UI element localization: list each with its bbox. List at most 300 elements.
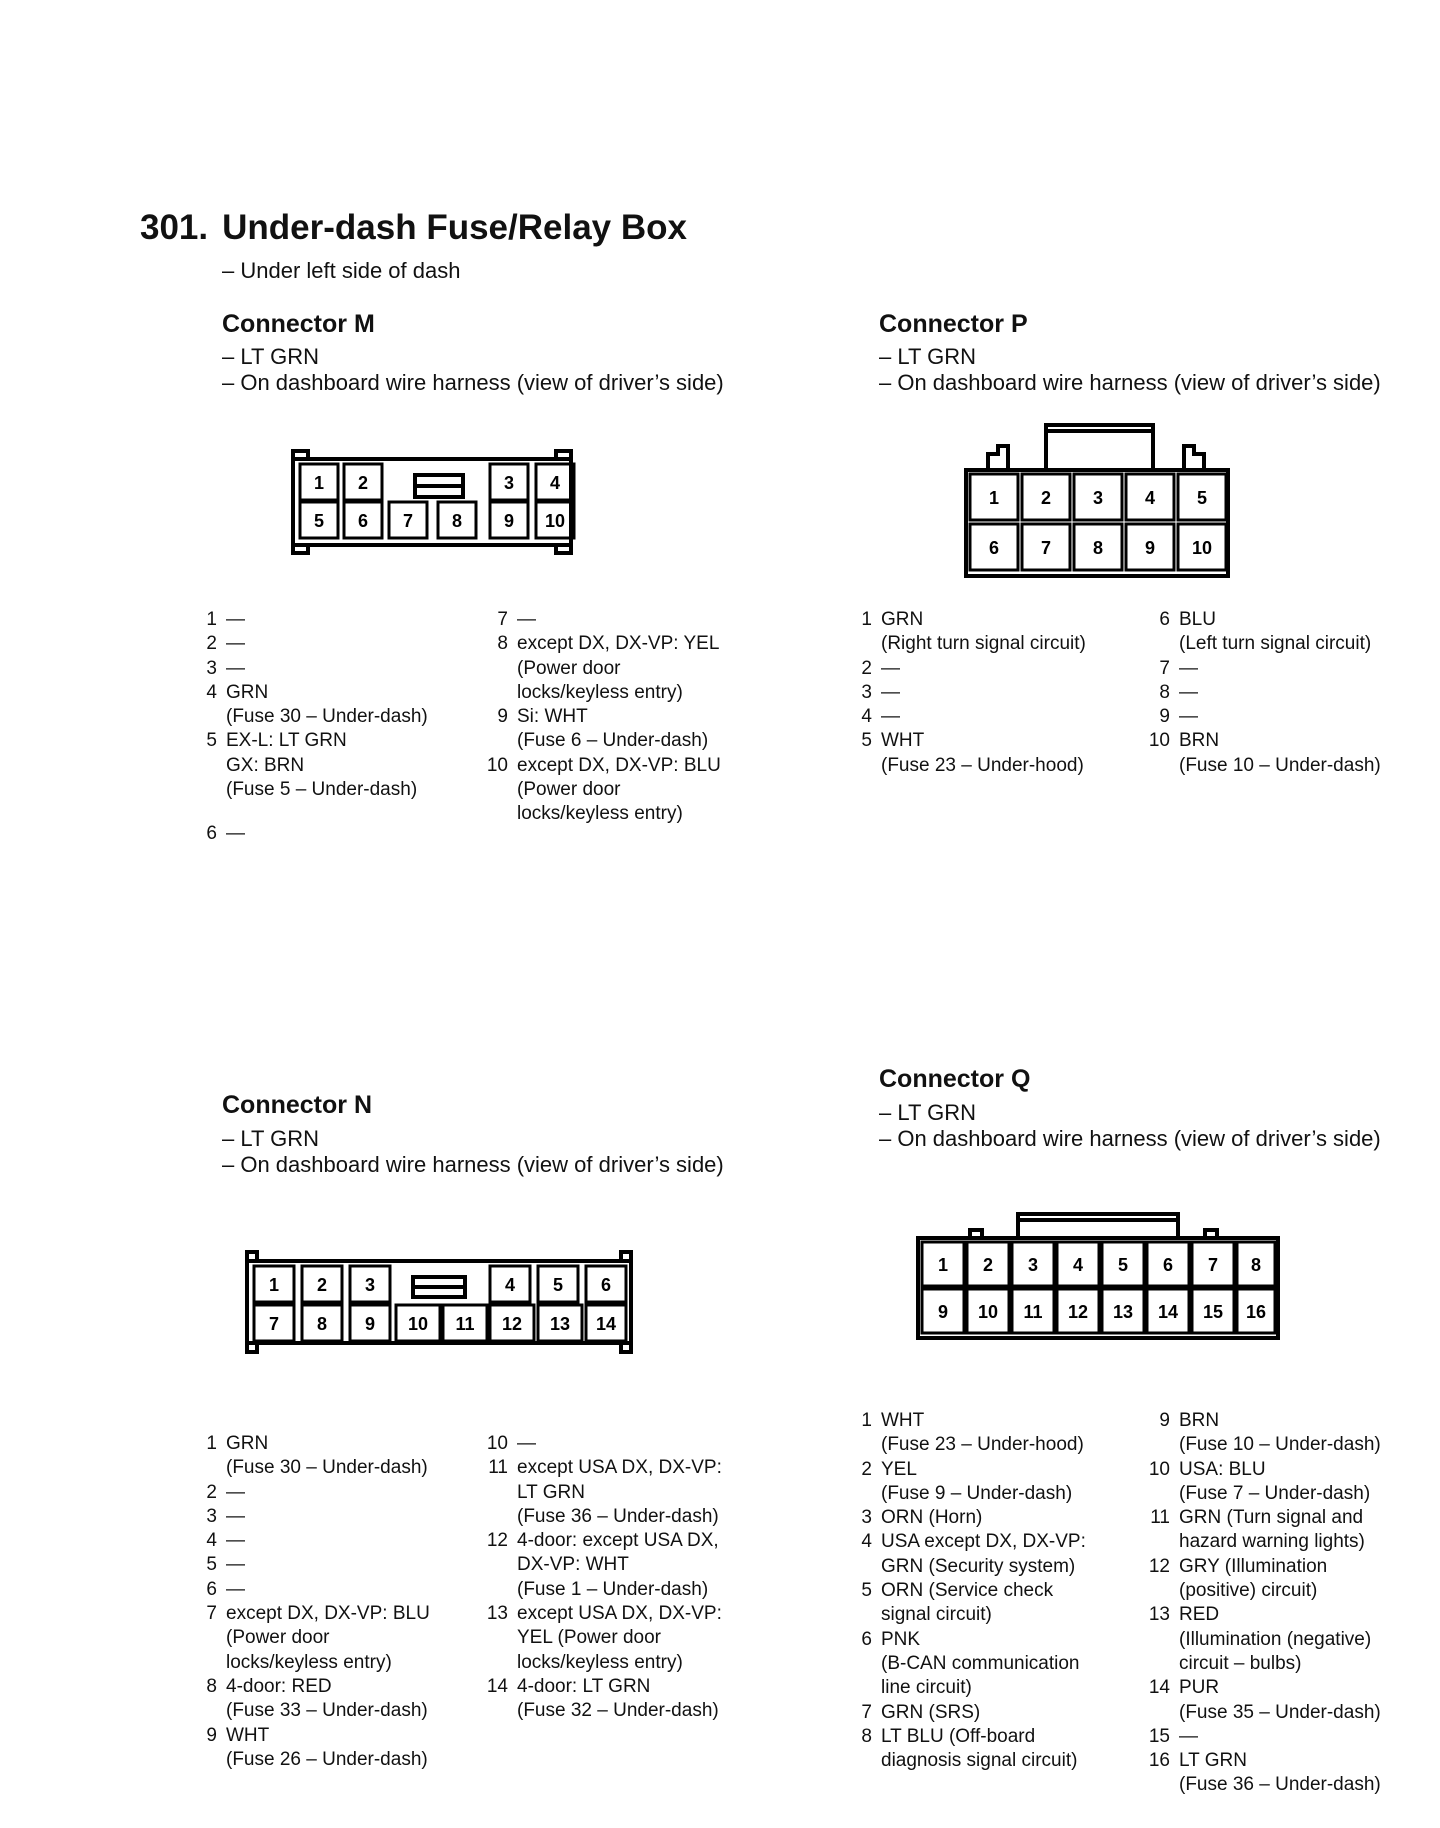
- connector-q-pins-right: [1140, 1409, 1381, 1798]
- pin-description-line: PUR: [1179, 1677, 1220, 1699]
- pin-description-line: (Fuse 30 – Under-dash): [226, 706, 428, 728]
- pin-number: 14: [486, 1675, 508, 1697]
- pin-number: 1: [861, 1410, 872, 1431]
- pin-label: 1: [988, 488, 1000, 508]
- connector-n-title: Connector N: [222, 1091, 372, 1119]
- pin-number: 6: [861, 1628, 872, 1650]
- pin-number: 16: [1148, 1750, 1170, 1772]
- pin-label: 13: [549, 1314, 571, 1334]
- pin-number: 5: [861, 1580, 872, 1602]
- connector-q-pins-left: [848, 1409, 1086, 1773]
- pin-description-line: ORN (Horn): [881, 1507, 983, 1529]
- pin-description-line: WHT: [881, 730, 925, 752]
- pin-row: [848, 1458, 1086, 1507]
- pin-row: [193, 1724, 430, 1773]
- pin-description-line: except DX, DX-VP: BLU: [226, 1603, 430, 1625]
- pin-description: [881, 1530, 1086, 1579]
- pin-row: [848, 1506, 1086, 1530]
- pin-number: 4: [861, 1531, 872, 1553]
- connector-p-title: Connector P: [879, 310, 1028, 338]
- pin-label: 6: [357, 511, 369, 531]
- pin-row: [848, 1579, 1086, 1628]
- pin-number: 12: [1148, 1555, 1170, 1577]
- pin-description-line: GX: BRN: [226, 754, 305, 776]
- pin-description-line: LT BLU (Off-board: [881, 1725, 1036, 1747]
- pin-description: [1179, 1725, 1198, 1749]
- pin-row: [193, 1505, 430, 1529]
- pin-row: [1140, 1555, 1381, 1604]
- pin-description-line: except USA DX, DX-VP:: [517, 1457, 722, 1479]
- pin-description-line: —: [226, 1505, 245, 1527]
- pin-description-line: (Fuse 35 – Under-dash): [1179, 1701, 1381, 1723]
- pin-row: [1140, 1725, 1381, 1749]
- pin-description: [226, 822, 245, 846]
- pin-number: 3: [206, 1505, 217, 1527]
- pin-row: [848, 705, 1086, 729]
- pin-description: [1179, 657, 1198, 681]
- pin-description: [881, 1579, 1053, 1628]
- pin-description-line: —: [226, 609, 245, 630]
- connector-p-harness: – On dashboard wire harness (view of driver’s side): [879, 370, 1381, 395]
- pin-description-line: —: [1179, 657, 1198, 679]
- pin-description-line: circuit – bulbs): [1179, 1652, 1302, 1674]
- pin-description-line: (Fuse 10 – Under-dash): [1179, 1434, 1381, 1456]
- pin-label: 2: [316, 1275, 328, 1295]
- pin-label: 4: [504, 1275, 516, 1295]
- pin-label: 5: [552, 1275, 564, 1295]
- pin-description: [1179, 1506, 1365, 1555]
- pin-label: 5: [1196, 488, 1208, 508]
- pin-description: [226, 608, 245, 632]
- pin-description-line: (positive) circuit): [1179, 1580, 1318, 1602]
- pin-description-line: —: [1179, 706, 1198, 728]
- pin-description-line: GRN (SRS): [881, 1701, 981, 1723]
- pin-description-line: GRN: [881, 609, 924, 630]
- pin-row: [193, 1675, 430, 1724]
- pin-description: [226, 632, 245, 656]
- pin-description-line: LT GRN: [517, 1481, 585, 1503]
- pin-row: [193, 657, 428, 681]
- pin-description: [517, 1529, 719, 1602]
- pin-description: [881, 657, 900, 681]
- connector-m-harness: – On dashboard wire harness (view of driver’s side): [222, 370, 724, 395]
- connector-p-pins-right: [1140, 608, 1381, 778]
- pin-label: 9: [364, 1314, 376, 1334]
- pin-label: 6: [988, 538, 1000, 558]
- pin-description-line: BRN: [1179, 730, 1220, 752]
- pin-number: 2: [206, 1481, 217, 1503]
- pin-description-line: —: [226, 1530, 245, 1552]
- pin-description: [226, 729, 417, 802]
- pin-description: [517, 608, 536, 632]
- pin-label: 14: [1157, 1302, 1179, 1322]
- pin-description-line: (Fuse 32 – Under-dash): [517, 1700, 719, 1722]
- pin-row: [193, 1481, 430, 1505]
- pin-description: [1179, 1458, 1370, 1507]
- connector-n-diagram: [238, 1244, 642, 1364]
- pin-number: 4: [861, 706, 872, 728]
- pin-description: [517, 754, 721, 827]
- pin-description-line: (Right turn signal circuit): [881, 633, 1086, 655]
- pin-description-line: (Fuse 1 – Under-dash): [517, 1578, 709, 1600]
- pin-row: [193, 632, 428, 656]
- pin-row: [848, 1628, 1086, 1701]
- pin-number: 1: [206, 1433, 217, 1454]
- pin-number: 3: [861, 1507, 872, 1529]
- pin-label: 3: [1092, 488, 1104, 508]
- connector-n-pins-left: [193, 1432, 430, 1772]
- pin-row: [478, 754, 721, 827]
- connector-q-diagram: [910, 1206, 1286, 1346]
- connector-q-title: Connector Q: [879, 1065, 1031, 1093]
- pin-number: 10: [1148, 1458, 1170, 1480]
- pin-label: 5: [313, 511, 325, 531]
- pin-number: 11: [488, 1457, 508, 1479]
- pin-description-line: —: [517, 609, 536, 630]
- pin-number: 2: [861, 1458, 872, 1480]
- pin-number: 5: [206, 730, 217, 752]
- pin-description-line: locks/keyless entry): [517, 1651, 683, 1673]
- pin-description: [517, 705, 708, 754]
- pin-label: 1: [313, 473, 325, 493]
- pin-number: 3: [206, 657, 217, 679]
- pin-label: 7: [1207, 1255, 1219, 1275]
- pin-description: [1179, 1409, 1381, 1458]
- connector-m-diagram: [280, 440, 620, 560]
- pin-description-line: (B-CAN communication: [881, 1652, 1080, 1674]
- connector-m-pins-right: [478, 608, 721, 827]
- pin-description-line: —: [226, 633, 245, 655]
- pin-number: 3: [861, 681, 872, 703]
- pin-label: 4: [549, 473, 561, 493]
- pin-number: 8: [497, 633, 508, 655]
- pin-description: [881, 1725, 1077, 1774]
- pin-number: 9: [206, 1724, 217, 1746]
- pin-description-line: DX-VP: WHT: [517, 1554, 629, 1576]
- pin-number: 7: [861, 1701, 872, 1723]
- pin-label: 2: [357, 473, 369, 493]
- pin-row: [478, 705, 721, 754]
- pin-row: [848, 1701, 1086, 1725]
- pin-label: 2: [1040, 488, 1052, 508]
- pin-description: [226, 681, 428, 730]
- pin-label: 16: [1245, 1302, 1267, 1322]
- pin-description: [881, 1506, 982, 1530]
- pin-description-line: locks/keyless entry): [517, 681, 683, 703]
- pin-description-line: signal circuit): [881, 1604, 992, 1626]
- pin-number: 2: [206, 633, 217, 655]
- pin-label: 4: [1072, 1255, 1084, 1275]
- pin-description: [226, 657, 245, 681]
- pin-row: [1140, 1506, 1381, 1555]
- pin-description: [517, 1456, 722, 1529]
- pin-row: [193, 1553, 430, 1577]
- pin-row: [1140, 729, 1381, 778]
- connector-m-color: – LT GRN: [222, 344, 319, 369]
- pin-description-line: 4-door: RED: [226, 1675, 332, 1697]
- pin-label: 10: [977, 1302, 999, 1322]
- pin-description-line: locks/keyless entry): [517, 803, 683, 825]
- pin-description-line: EX-L: LT GRN: [226, 730, 347, 752]
- pin-description-line: —: [226, 1481, 245, 1503]
- pin-description-line: —: [1179, 681, 1198, 703]
- pin-number: 1: [206, 609, 217, 630]
- pin-description-line: USA: BLU: [1179, 1458, 1266, 1480]
- pin-description-line: YEL: [881, 1458, 917, 1480]
- pin-label: 8: [451, 511, 463, 531]
- page-title: [140, 208, 687, 248]
- connector-p-color: – LT GRN: [879, 344, 976, 369]
- pin-row: [478, 1529, 722, 1602]
- pin-description: [1179, 729, 1381, 778]
- pin-row: [848, 729, 1086, 778]
- pin-description-line: (Fuse 26 – Under-dash): [226, 1748, 428, 1770]
- pin-number: 13: [486, 1603, 508, 1625]
- pin-description-line: hazard warning lights): [1179, 1531, 1365, 1553]
- pin-description-line: ORN (Service check: [881, 1580, 1054, 1602]
- pin-row: [1140, 1749, 1381, 1798]
- pin-number: 1: [861, 609, 872, 630]
- pin-label: 7: [268, 1314, 280, 1334]
- pin-description-line: (Left turn signal circuit): [1179, 633, 1372, 655]
- pin-description-line: —: [1179, 1725, 1198, 1747]
- connector-n-harness: – On dashboard wire harness (view of driver’s side): [222, 1152, 724, 1177]
- pin-description-line: WHT: [226, 1724, 270, 1746]
- pin-label: 11: [455, 1314, 475, 1334]
- pin-description: [1179, 705, 1198, 729]
- pin-description: [881, 608, 1086, 657]
- pin-label: 3: [364, 1275, 376, 1295]
- pin-row: [478, 608, 721, 632]
- pin-label: 1: [268, 1275, 280, 1295]
- pin-row: [193, 608, 428, 632]
- pin-description: [226, 1675, 428, 1724]
- pin-label: 12: [501, 1314, 523, 1334]
- pin-description: [517, 632, 719, 705]
- pin-label: 2: [982, 1255, 994, 1275]
- pin-description-line: except DX, DX-VP: BLU: [517, 754, 721, 776]
- pin-description-line: 4-door: LT GRN: [517, 1675, 651, 1697]
- pin-description: [1179, 681, 1198, 705]
- pin-description-line: BRN: [1179, 1410, 1220, 1431]
- pin-description-line: (Fuse 23 – Under-hood): [881, 1434, 1084, 1456]
- pin-label: 8: [1092, 538, 1104, 558]
- pin-row: [478, 1675, 722, 1724]
- pin-description-line: (Power door: [226, 1627, 330, 1649]
- pin-label: 5: [1117, 1255, 1129, 1275]
- pin-row: [478, 632, 721, 705]
- pin-description: [226, 1505, 245, 1529]
- pin-label: 11: [1023, 1302, 1043, 1322]
- pin-label: 7: [1040, 538, 1052, 558]
- pin-description: [226, 1529, 245, 1553]
- pin-description: [881, 1701, 980, 1725]
- pin-label: 13: [1112, 1302, 1134, 1322]
- pin-description-line: 4-door: except USA DX,: [517, 1530, 719, 1552]
- pin-label: 6: [1162, 1255, 1174, 1275]
- pin-number: 2: [861, 657, 872, 679]
- pin-row: [1140, 1409, 1381, 1458]
- pin-description-line: (Fuse 7 – Under-dash): [1179, 1482, 1371, 1504]
- pin-label: 10: [544, 511, 566, 531]
- pin-number: 15: [1148, 1725, 1170, 1747]
- pin-description-line: (Fuse 10 – Under-dash): [1179, 754, 1381, 776]
- pin-label: 10: [407, 1314, 429, 1334]
- pin-number: 5: [861, 730, 872, 752]
- pin-description: [517, 1602, 722, 1675]
- pin-row: [848, 1725, 1086, 1774]
- pin-number: 6: [1159, 609, 1170, 630]
- pin-number: 5: [206, 1554, 217, 1576]
- pin-description: [1179, 1749, 1381, 1798]
- pin-label: 10: [1191, 538, 1213, 558]
- pin-description-line: (Fuse 36 – Under-dash): [517, 1505, 719, 1527]
- pin-row: [478, 1432, 722, 1456]
- pin-description-line: (Fuse 5 – Under-dash): [226, 779, 418, 801]
- pin-label: 9: [503, 511, 515, 531]
- pin-description-line: USA except DX, DX-VP:: [881, 1531, 1086, 1553]
- pin-description-line: GRN: [226, 681, 269, 703]
- pin-number: 6: [206, 823, 217, 845]
- pin-description-line: (Illumination (negative): [1179, 1628, 1372, 1650]
- pin-row: [1140, 705, 1381, 729]
- pin-number: 7: [497, 609, 508, 630]
- pin-number: 8: [206, 1675, 217, 1697]
- pin-number: 8: [1159, 681, 1170, 703]
- pin-row: [1140, 681, 1381, 705]
- pin-label: 1: [937, 1255, 949, 1275]
- pin-description-line: PNK: [881, 1628, 921, 1650]
- pin-number: 4: [206, 1530, 217, 1552]
- connector-p-diagram: [958, 418, 1234, 583]
- pin-label: 4: [1144, 488, 1156, 508]
- pin-number: 12: [486, 1530, 508, 1552]
- pin-label: 8: [316, 1314, 328, 1334]
- location-note: – Under left side of dash: [222, 258, 461, 283]
- pin-description: [1179, 1676, 1381, 1725]
- pin-description-line: —: [226, 657, 245, 679]
- pin-description-line: GRN: [226, 1433, 269, 1454]
- pin-label: 9: [1144, 538, 1156, 558]
- pin-row: [848, 657, 1086, 681]
- section-number: 301.: [140, 208, 209, 247]
- pin-description: [881, 1628, 1080, 1701]
- pin-description: [226, 1432, 428, 1481]
- pin-row: [193, 822, 428, 846]
- pin-row: [478, 1456, 722, 1529]
- pin-description: [881, 681, 900, 705]
- pin-number: 4: [206, 681, 217, 703]
- pin-row: [193, 681, 428, 730]
- pin-label: 3: [503, 473, 515, 493]
- pin-description-line: —: [881, 681, 900, 703]
- pin-description: [881, 729, 1084, 778]
- pin-description: [226, 1481, 245, 1505]
- connector-q-color: – LT GRN: [879, 1100, 976, 1125]
- pin-description-line: (Fuse 6 – Under-dash): [517, 730, 709, 752]
- pin-row: [193, 1432, 430, 1481]
- pin-number: 10: [486, 1433, 508, 1454]
- pin-description-line: locks/keyless entry): [226, 1651, 392, 1673]
- pin-description: [226, 1553, 245, 1577]
- pin-description: [881, 1409, 1084, 1458]
- pin-description-line: —: [226, 1578, 245, 1600]
- pin-number: 10: [1148, 730, 1170, 752]
- pin-description: [226, 1602, 430, 1675]
- pin-row: [848, 1530, 1086, 1579]
- pin-label: 12: [1067, 1302, 1089, 1322]
- pin-description-line: BLU: [1179, 609, 1216, 630]
- pin-description-line: diagnosis signal circuit): [881, 1750, 1078, 1772]
- pin-number: 9: [1159, 706, 1170, 728]
- pin-label: 9: [937, 1302, 949, 1322]
- pin-description: [226, 1724, 428, 1773]
- pin-row: [193, 1578, 430, 1602]
- pin-description-line: (Fuse 33 – Under-dash): [226, 1700, 428, 1722]
- pin-description: [226, 1578, 245, 1602]
- pin-description: [1179, 608, 1371, 657]
- pin-row: [1140, 1458, 1381, 1507]
- pin-row: [1140, 608, 1381, 657]
- pin-number: 11: [1150, 1507, 1170, 1529]
- pin-description: [881, 705, 900, 729]
- pin-description-line: (Fuse 36 – Under-dash): [1179, 1774, 1381, 1796]
- connector-m-pins-left: [193, 608, 428, 847]
- connector-m-title: Connector M: [222, 310, 375, 338]
- pin-number: 7: [1159, 657, 1170, 679]
- pin-row: [848, 1409, 1086, 1458]
- pin-row: [193, 1529, 430, 1553]
- section-title: Under-dash Fuse/Relay Box: [222, 208, 687, 247]
- pin-description-line: —: [881, 706, 900, 728]
- pin-description-line: (Power door: [517, 779, 621, 801]
- pin-row: [478, 1602, 722, 1675]
- connector-p-pins-left: [848, 608, 1086, 778]
- pin-description-line: (Fuse 9 – Under-dash): [881, 1482, 1073, 1504]
- connector-n-color: – LT GRN: [222, 1126, 319, 1151]
- pin-row: [848, 681, 1086, 705]
- pin-description-line: LT GRN: [1179, 1750, 1247, 1772]
- pin-description-line: (Fuse 23 – Under-hood): [881, 754, 1084, 776]
- pin-row: [193, 729, 428, 802]
- pin-row: [848, 608, 1086, 657]
- pin-description: [881, 1458, 1072, 1507]
- pin-description-line: (Fuse 30 – Under-dash): [226, 1457, 428, 1479]
- pin-description-line: —: [517, 1433, 536, 1454]
- pin-label: 7: [402, 511, 414, 531]
- connector-n-pins-right: [478, 1432, 722, 1724]
- pin-description-line: line circuit): [881, 1677, 972, 1699]
- pin-description-line: —: [881, 657, 900, 679]
- pin-number: 7: [206, 1603, 217, 1625]
- pin-number: 9: [497, 706, 508, 728]
- pin-row: [1140, 1603, 1381, 1676]
- pin-description-line: except DX, DX-VP: YEL: [517, 633, 720, 655]
- pin-number: 14: [1148, 1677, 1170, 1699]
- pin-row: [193, 1602, 430, 1675]
- pin-description-line: except USA DX, DX-VP:: [517, 1603, 722, 1625]
- pin-description: [1179, 1603, 1371, 1676]
- pin-description-line: —: [226, 1554, 245, 1576]
- pin-number: 13: [1148, 1604, 1170, 1626]
- pin-number: 9: [1159, 1410, 1170, 1431]
- pin-description-line: WHT: [881, 1410, 925, 1431]
- pin-description-line: (Power door: [517, 657, 621, 679]
- pin-description: [517, 1675, 719, 1724]
- pin-description-line: Si: WHT: [517, 706, 588, 728]
- pin-description: [1179, 1555, 1327, 1604]
- pin-description-line: YEL (Power door: [517, 1627, 661, 1649]
